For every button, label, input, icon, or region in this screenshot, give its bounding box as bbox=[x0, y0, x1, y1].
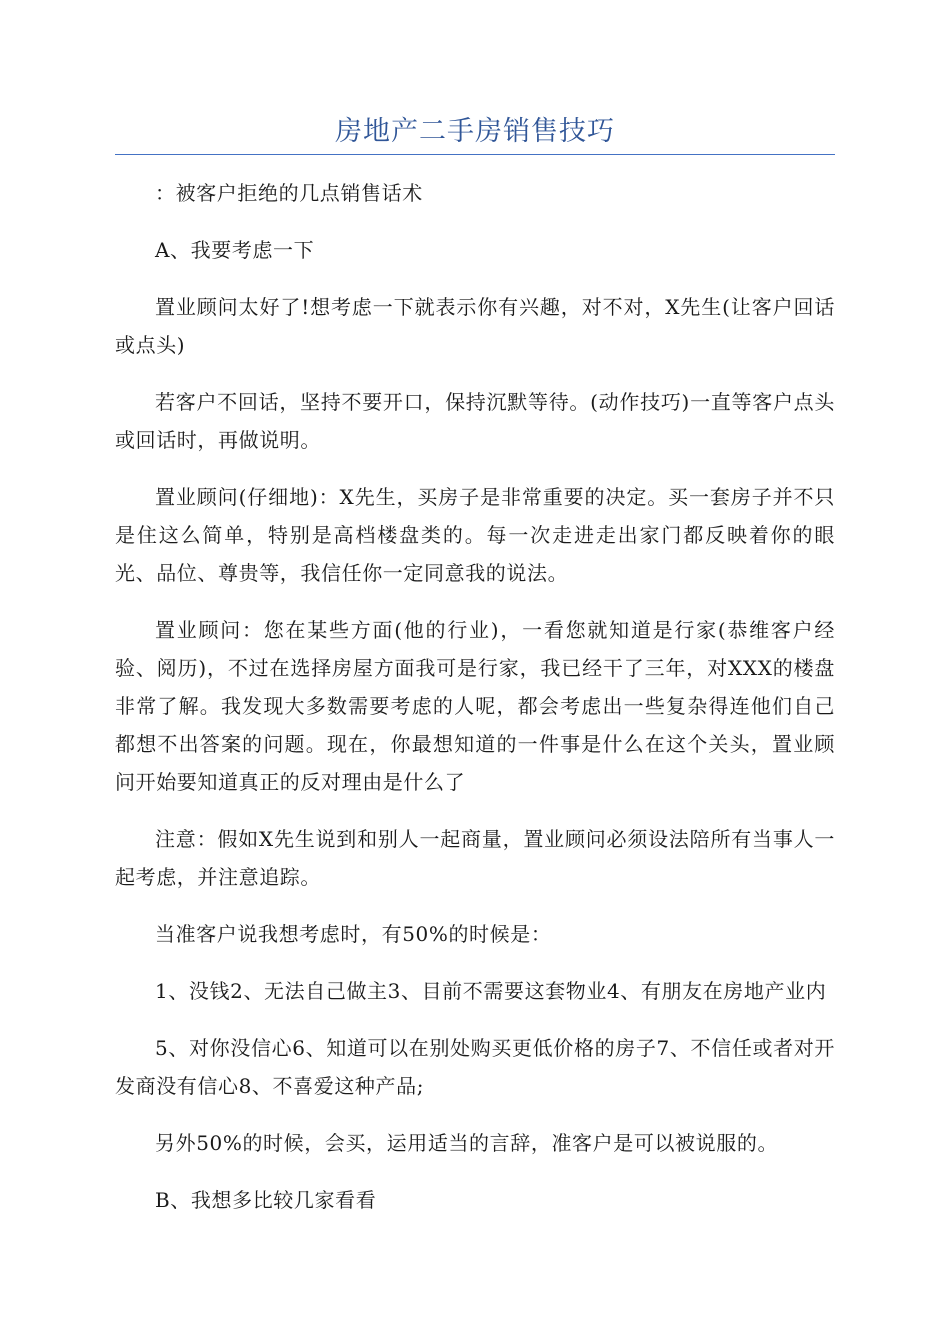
paragraph: 若客户不回话，坚持不要开口，保持沉默等待。(动作技巧)一直等客户点头或回话时，再做说明。 bbox=[115, 390, 835, 452]
objection-b-heading: B、我想多比较几家看看 bbox=[155, 1188, 377, 1212]
document-title: 房地产二手房销售技巧 bbox=[335, 116, 615, 147]
reasons-list-part-1: 1、没钱2、无法自己做主3、目前不需要这套物业4、有朋友在房地产业内 bbox=[155, 979, 827, 1003]
paragraph: 置业顾问太好了!想考虑一下就表示你有兴趣，对不对，X先生(让客户回话或点头) bbox=[115, 295, 835, 357]
section-heading: ：被客户拒绝的几点销售话术 bbox=[155, 181, 423, 205]
paragraph: 置业顾问：您在某些方面(他的行业)，一看您就知道是行家(恭维客户经验、阅历)，不过在选择房屋方面我可是行家，我已经干了三年，对XXX的楼盘非常了解。我发现大多数需要考虑的人呢，都会考虑出一些复杂得连他们自己都想不出答案的问题。现在，你最想知道的一件事是什么在这个关头，置业顾问开始要知道真正的反对理由是什么了 bbox=[115, 618, 835, 794]
paragraph: 另外50%的时候，会买，运用适当的言辞，准客户是可以被说服的。 bbox=[155, 1131, 779, 1155]
title-underline bbox=[115, 154, 835, 155]
note-paragraph: 注意：假如X先生说到和别人一起商量，置业顾问必须设法陪所有当事人一起考虑，并注意追踪。 bbox=[115, 827, 835, 889]
paragraph: 当准客户说我想考虑时，有50%的时候是： bbox=[155, 922, 552, 946]
reasons-list-part-2: 5、对你没信心6、知道可以在别处购买更低价格的房子7、不信任或者对开发商没有信心8、不喜爱这种产品; bbox=[115, 1036, 835, 1098]
paragraph: 置业顾问(仔细地)：X先生，买房子是非常重要的决定。买一套房子并不只是住这么简单，特别是高档楼盘类的。每一次走进走出家门都反映着你的眼光、品位、尊贵等，我信任你一定同意我的说法。 bbox=[115, 485, 835, 585]
objection-a-heading: A、我要考虑一下 bbox=[155, 238, 315, 262]
document-body bbox=[115, 174, 835, 1238]
